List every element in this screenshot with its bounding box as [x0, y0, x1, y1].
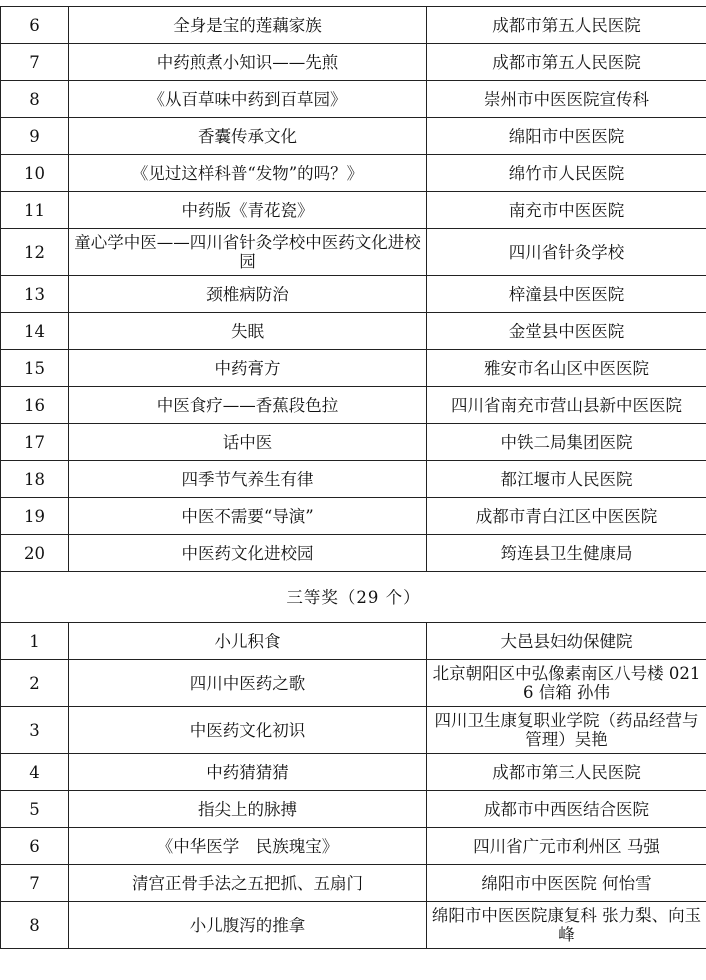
work-title: 《中华医学 民族瑰宝》 [69, 828, 427, 865]
row-number: 13 [1, 276, 69, 313]
row-number: 1 [1, 623, 69, 660]
table-row [1, 44, 706, 81]
table-row [1, 660, 706, 707]
row-number: 17 [1, 424, 69, 461]
organization: 崇州市中医医院宣传科 [427, 81, 706, 118]
work-title: 四季节气养生有律 [69, 461, 427, 498]
row-number: 3 [1, 707, 69, 754]
work-title: 小儿积食 [69, 623, 427, 660]
row-number: 2 [1, 660, 69, 707]
table-row [1, 865, 706, 902]
work-title: 中医药文化进校园 [69, 535, 427, 572]
organization: 四川省南充市营山县新中医医院 [427, 387, 706, 424]
section-heading-row [1, 572, 706, 623]
row-number: 14 [1, 313, 69, 350]
work-title: 《见过这样科普“发物”的吗？》 [69, 155, 427, 192]
table-row [1, 350, 706, 387]
work-title: 清宫正骨手法之五把抓、五扇门 [69, 865, 427, 902]
row-number: 20 [1, 535, 69, 572]
row-number: 10 [1, 155, 69, 192]
organization: 梓潼县中医医院 [427, 276, 706, 313]
table-row [1, 387, 706, 424]
work-title: 小儿腹泻的推拿 [69, 902, 427, 949]
work-title: 中药膏方 [69, 350, 427, 387]
row-number: 7 [1, 865, 69, 902]
row-number: 6 [1, 828, 69, 865]
work-title: 中药版《青花瓷》 [69, 192, 427, 229]
row-number: 4 [1, 754, 69, 791]
table-row [1, 313, 706, 350]
awards-table [0, 6, 706, 949]
work-title: 中医不需要“导演” [69, 498, 427, 535]
row-number: 9 [1, 118, 69, 155]
organization: 大邑县妇幼保健院 [427, 623, 706, 660]
organization: 成都市第三人民医院 [427, 754, 706, 791]
organization: 绵阳市中医医院 何怡雪 [427, 865, 706, 902]
work-title: 童心学中医——四川省针灸学校中医药文化进校园 [69, 229, 427, 276]
row-number: 19 [1, 498, 69, 535]
row-number: 12 [1, 229, 69, 276]
table-row [1, 623, 706, 660]
table-row [1, 754, 706, 791]
work-title: 失眠 [69, 313, 427, 350]
work-title: 全身是宝的莲藕家族 [69, 7, 427, 44]
work-title: 颈椎病防治 [69, 276, 427, 313]
organization: 北京朝阳区中弘像素南区八号楼 0216 信箱 孙伟 [427, 660, 706, 707]
table-row [1, 424, 706, 461]
table-row [1, 7, 706, 44]
table-row [1, 498, 706, 535]
organization: 雅安市名山区中医医院 [427, 350, 706, 387]
row-number: 16 [1, 387, 69, 424]
row-number: 7 [1, 44, 69, 81]
organization: 筠连县卫生健康局 [427, 535, 706, 572]
row-number: 6 [1, 7, 69, 44]
organization: 四川卫生康复职业学院（药品经营与管理）吴艳 [427, 707, 706, 754]
work-title: 香囊传承文化 [69, 118, 427, 155]
table-row [1, 276, 706, 313]
organization: 绵阳市中医医院康复科 张力梨、向玉峰 [427, 902, 706, 949]
table-row [1, 81, 706, 118]
row-number: 8 [1, 902, 69, 949]
row-number: 8 [1, 81, 69, 118]
organization: 绵竹市人民医院 [427, 155, 706, 192]
work-title: 四川中医药之歌 [69, 660, 427, 707]
work-title: 《从百草味中药到百草园》 [69, 81, 427, 118]
table-row [1, 535, 706, 572]
table-row [1, 902, 706, 949]
third-prize-heading: 三等奖（29 个） [1, 572, 706, 623]
table-row [1, 192, 706, 229]
row-number: 18 [1, 461, 69, 498]
work-title: 中医食疗——香蕉段色拉 [69, 387, 427, 424]
row-number: 11 [1, 192, 69, 229]
organization: 四川省针灸学校 [427, 229, 706, 276]
work-title: 中医药文化初识 [69, 707, 427, 754]
table-row [1, 155, 706, 192]
table-row [1, 118, 706, 155]
organization: 绵阳市中医医院 [427, 118, 706, 155]
work-title: 中药猜猜猜 [69, 754, 427, 791]
organization: 成都市第五人民医院 [427, 44, 706, 81]
table-row [1, 229, 706, 276]
organization: 四川省广元市利州区 马强 [427, 828, 706, 865]
organization: 金堂县中医医院 [427, 313, 706, 350]
organization: 成都市中西医结合医院 [427, 791, 706, 828]
work-title: 中药煎煮小知识——先煎 [69, 44, 427, 81]
table-row [1, 791, 706, 828]
organization: 中铁二局集团医院 [427, 424, 706, 461]
table-row [1, 461, 706, 498]
organization: 成都市青白江区中医医院 [427, 498, 706, 535]
work-title: 指尖上的脉搏 [69, 791, 427, 828]
work-title: 话中医 [69, 424, 427, 461]
table-row [1, 707, 706, 754]
organization: 都江堰市人民医院 [427, 461, 706, 498]
table-row [1, 828, 706, 865]
organization: 成都市第五人民医院 [427, 7, 706, 44]
row-number: 5 [1, 791, 69, 828]
row-number: 15 [1, 350, 69, 387]
organization: 南充市中医医院 [427, 192, 706, 229]
